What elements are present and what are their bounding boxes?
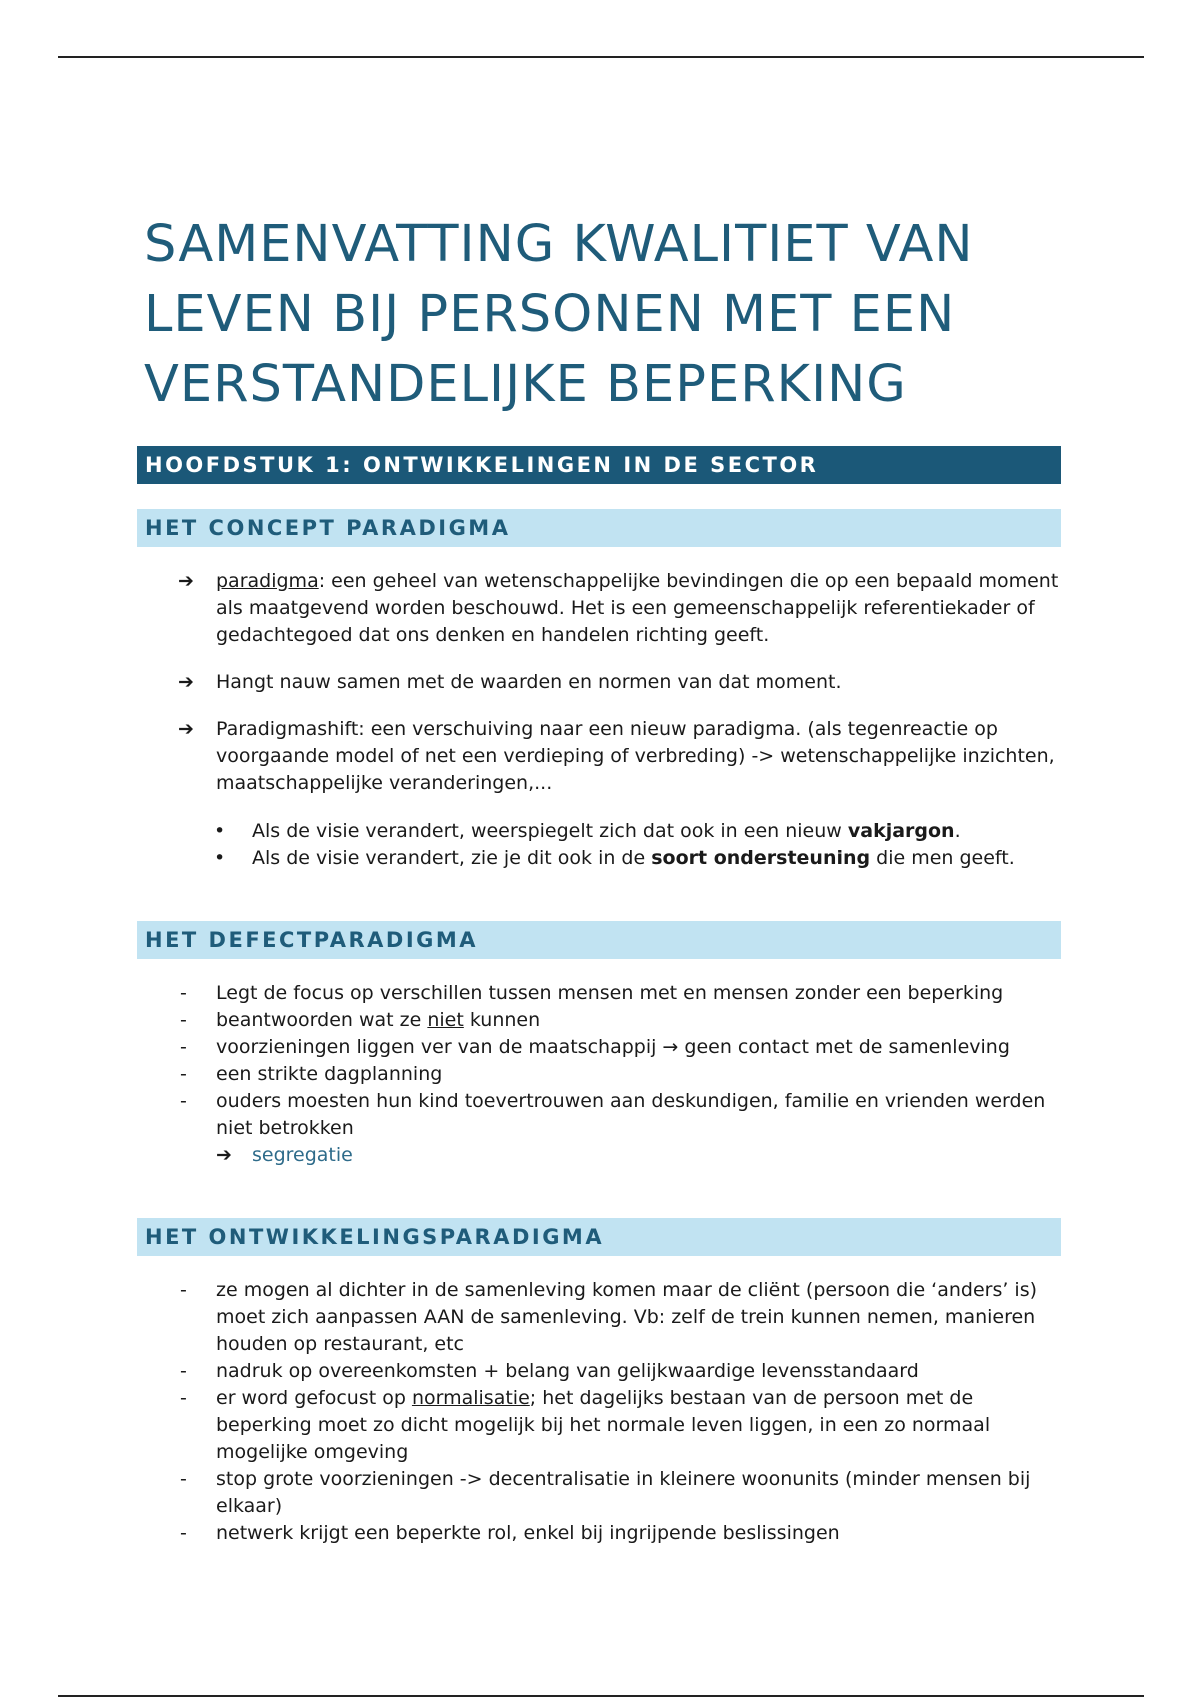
dash-icon: - bbox=[180, 982, 187, 1004]
dash-icon: - bbox=[180, 1522, 187, 1544]
dash-icon: - bbox=[180, 1387, 187, 1409]
arrow-icon: ➔ bbox=[178, 570, 194, 592]
list-item bbox=[178, 1358, 1068, 1385]
underlined-term: normalisatie bbox=[411, 1387, 530, 1409]
list-item bbox=[178, 1007, 1068, 1034]
arrow-icon: ➔ bbox=[216, 1144, 232, 1166]
arrow-icon: ➔ bbox=[178, 671, 194, 693]
bullet-text: Als de visie verandert, weerspiegelt zich dat ook in een nieuw bbox=[252, 820, 848, 842]
conclusion-segregatie: segregatie bbox=[252, 1144, 353, 1166]
underlined-word: niet bbox=[427, 1009, 464, 1031]
list-item-text: beantwoorden wat ze bbox=[216, 1009, 428, 1031]
bullet-text-end: . bbox=[954, 820, 961, 842]
list-item bbox=[178, 669, 1068, 696]
list-item bbox=[214, 845, 1074, 872]
list-item bbox=[178, 1385, 1068, 1466]
list-item-text: nadruk op overeenkomsten + belang van gelijkwaardige levensstandaard bbox=[216, 1360, 919, 1382]
section-heading-ontwikkelingsparadigma: HET ONTWIKKELINGSPARADIGMA bbox=[137, 1218, 1061, 1256]
dash-icon: - bbox=[180, 1360, 187, 1382]
bullet-list bbox=[214, 818, 1074, 872]
definition-text: : een geheel van wetenschappelijke bevindingen die op een bepaald moment als maatgevend worden beschouwd. Het is een gemeenschappelijk referentiekader of gedachtegoed dat ons denken en handelen richting geeft. bbox=[216, 570, 1059, 646]
list-item bbox=[178, 1277, 1068, 1358]
conclusion-line bbox=[178, 1142, 1068, 1169]
list-item bbox=[178, 1034, 1068, 1061]
ontwikkeling-dash-list bbox=[178, 1277, 1068, 1547]
list-item-text-end: kunnen bbox=[463, 1009, 541, 1031]
defect-dash-list bbox=[178, 980, 1068, 1169]
list-item bbox=[178, 1520, 1068, 1547]
dash-icon: - bbox=[180, 1279, 187, 1301]
dash-icon: - bbox=[180, 1036, 187, 1058]
list-item-text: er word gefocust op bbox=[216, 1387, 412, 1409]
top-rule bbox=[58, 56, 1144, 58]
list-item bbox=[178, 716, 1068, 797]
list-item bbox=[178, 1466, 1068, 1520]
dash-icon: - bbox=[180, 1063, 187, 1085]
term-paradigma: paradigma bbox=[216, 570, 319, 592]
list-item-text: een strikte dagplanning bbox=[216, 1063, 443, 1085]
list-item-text: netwerk krijgt een beperkte rol, enkel bij ingrijpende beslissingen bbox=[216, 1522, 840, 1544]
list-item-text: ouders moesten hun kind toevertrouwen aan deskundigen, familie en vrienden werden niet betrokken bbox=[216, 1090, 1046, 1139]
list-item bbox=[178, 1061, 1068, 1088]
list-item-text: voorzieningen liggen ver van de maatschappij → geen contact met de samenleving bbox=[216, 1036, 1010, 1058]
bottom-rule bbox=[58, 1695, 1144, 1697]
bold-term: soort ondersteuning bbox=[651, 847, 871, 869]
list-item-text: ze mogen al dichter in de samenleving komen maar de cliënt (persoon die ‘anders’ is) moet zich aanpassen AAN de samenleving. Vb: zelf de trein kunnen nemen, manieren houden op restaurant, etc bbox=[216, 1279, 1038, 1355]
list-item-text-end: ; het dagelijks bestaan van de persoon met de beperking moet zo dicht mogelijk bij het normale leven liggen, in een zo normaal mogelijke omgeving bbox=[216, 1387, 991, 1463]
bullet-icon: • bbox=[214, 847, 226, 869]
list-item bbox=[178, 1088, 1068, 1142]
arrow-icon: ➔ bbox=[178, 718, 194, 740]
document-title bbox=[144, 210, 1094, 420]
dash-icon: - bbox=[180, 1090, 187, 1112]
list-item bbox=[214, 818, 1074, 845]
bullet-icon: • bbox=[214, 820, 226, 842]
bullet-text-end: die men geeft. bbox=[870, 847, 1015, 869]
bold-term: vakjargon bbox=[847, 820, 955, 842]
section-heading-concept-paradigma: HET CONCEPT PARADIGMA bbox=[137, 509, 1061, 547]
list-item-text: Paradigmashift: een verschuiving naar een nieuw paradigma. (als tegenreactie op voorgaande model of net een verdieping of verbreding) -> wetenschappelijke inzichten, maatschappelijke veranderingen,... bbox=[216, 718, 1055, 794]
dash-icon: - bbox=[180, 1468, 187, 1490]
bullet-text: Als de visie verandert, zie je dit ook in de bbox=[252, 847, 652, 869]
title-line-1: SAMENVATTING KWALITIET VAN bbox=[144, 215, 974, 274]
list-item-text: Hangt nauw samen met de waarden en normen van dat moment. bbox=[216, 671, 842, 693]
paradigma-arrow-list bbox=[178, 568, 1068, 797]
section-heading-defectparadigma: HET DEFECTPARADIGMA bbox=[137, 921, 1061, 959]
list-item bbox=[178, 568, 1068, 649]
chapter-heading: HOOFDSTUK 1: ONTWIKKELINGEN IN DE SECTOR bbox=[137, 446, 1061, 484]
title-line-3: VERSTANDELIJKE BEPERKING bbox=[144, 355, 907, 414]
dash-icon: - bbox=[180, 1009, 187, 1031]
list-item-text: stop grote voorzieningen -> decentralisatie in kleinere woonunits (minder mensen bij elkaar) bbox=[216, 1468, 1031, 1517]
title-line-2: LEVEN BIJ PERSONEN MET EEN bbox=[144, 285, 956, 344]
list-item-text: Legt de focus op verschillen tussen mensen met en mensen zonder een beperking bbox=[216, 982, 1004, 1004]
list-item bbox=[178, 980, 1068, 1007]
